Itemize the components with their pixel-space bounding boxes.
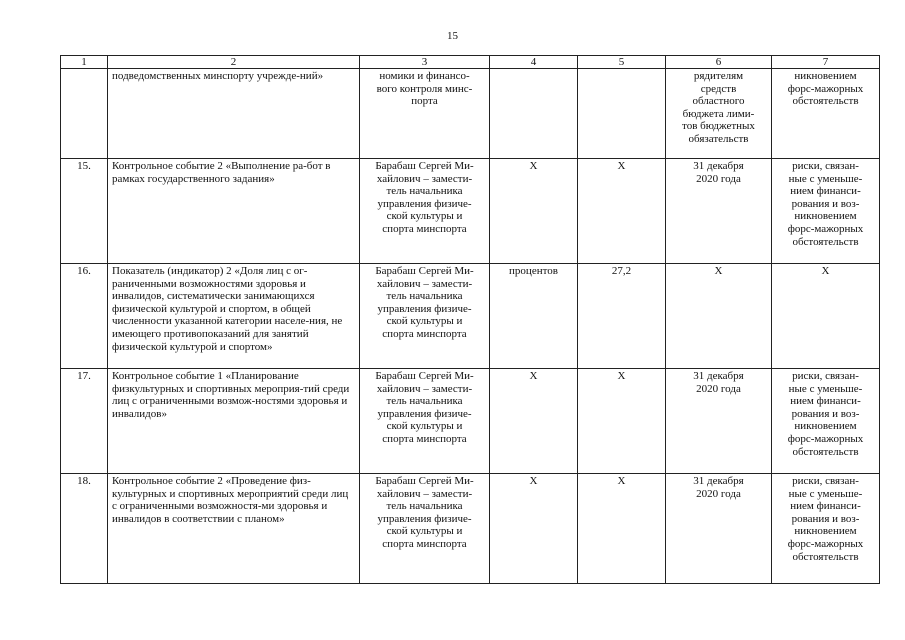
cell-line: порта: [411, 95, 438, 108]
cell-line: 2020 года: [696, 172, 741, 185]
cell-line: тель начальника: [386, 395, 463, 408]
table-row: [61, 159, 880, 264]
cell-text: Х: [529, 370, 538, 382]
cell-line: Барабаш Сергей Ми-: [375, 265, 474, 277]
cell-line: нием финанси-: [790, 395, 861, 408]
cell-line: 2020 года: [696, 487, 741, 500]
cell-line: 31 декабря: [693, 475, 744, 487]
cell-line: форс-мажорных: [787, 82, 864, 95]
cell-line: хайлович – замести-: [376, 172, 473, 185]
row-number-cell: [61, 474, 108, 584]
risks-cell: [772, 369, 880, 474]
cell-line: управления физиче-: [377, 407, 472, 420]
column-number: 3: [360, 56, 490, 69]
cell-line: тель начальника: [386, 290, 463, 303]
cell-text: Х: [617, 475, 626, 487]
value-cell: [578, 264, 666, 369]
cell-text: Контрольное событие 1 «Планирование физкультурных и спортивных мероприя-тий среди лиц с ограниченными возмож-ностями здоровья и инвалидов»: [112, 370, 350, 420]
deadline-cell: [666, 69, 772, 159]
cell-text: подведомственных минспорту учрежде-ний»: [112, 70, 324, 82]
risks-cell: [772, 264, 880, 369]
table-row: [61, 264, 880, 369]
column-number-row: [61, 56, 880, 69]
cell-line: Барабаш Сергей Ми-: [375, 370, 474, 382]
cell-line: ской культуры и: [386, 210, 463, 223]
deadline-cell: [666, 159, 772, 264]
row-number-cell: [61, 264, 108, 369]
cell-line: никновением: [794, 210, 857, 223]
cell-text: Х: [529, 160, 538, 172]
row-number-cell: [61, 159, 108, 264]
responsible-cell: [360, 159, 490, 264]
deadline-cell: [666, 369, 772, 474]
cell-line: никновением: [794, 525, 857, 538]
table-row: [61, 69, 880, 159]
cell-line: никновением: [794, 70, 857, 82]
cell-line: ской культуры и: [386, 420, 463, 433]
cell-text: Х: [617, 160, 626, 172]
event-name-cell: [108, 474, 360, 584]
responsible-cell: [360, 474, 490, 584]
cell-line: хайлович – замести-: [376, 382, 473, 395]
cell-text: 27,2: [611, 265, 632, 277]
responsible-cell: [360, 264, 490, 369]
cell-line: спорта минспорта: [382, 222, 467, 235]
cell-line: спорта минспорта: [382, 537, 467, 550]
cell-line: форс-мажорных: [787, 222, 864, 235]
cell-line: управления физиче-: [377, 512, 472, 525]
value-cell: [578, 369, 666, 474]
page-number: 15: [447, 30, 458, 42]
cell-line: тель начальника: [386, 185, 463, 198]
cell-line: хайлович – замести-: [376, 487, 473, 500]
event-name-cell: [108, 369, 360, 474]
cell-text: 18.: [77, 475, 91, 487]
cell-line: ской культуры и: [386, 315, 463, 328]
cell-text: 15.: [77, 160, 91, 172]
cell-line: обстоятельств: [792, 550, 859, 563]
cell-line: ные с уменьше-: [788, 487, 863, 500]
cell-line: 31 декабря: [693, 370, 744, 382]
cell-line: форс-мажорных: [787, 537, 864, 550]
cell-text: Х: [617, 370, 626, 382]
cell-line: Барабаш Сергей Ми-: [375, 160, 474, 172]
cell-text: Контрольное событие 2 «Выполнение ра-бот в рамках государственного задания»: [112, 160, 331, 185]
value-cell: [578, 69, 666, 159]
cell-text: Контрольное событие 2 «Проведение физ-культурных и спортивных мероприятий среди лиц с ограниченными возможностя-ми здоровья и инвалидов в соответствии с планом»: [112, 475, 349, 525]
column-number: 6: [666, 56, 772, 69]
event-name-cell: [108, 159, 360, 264]
risks-cell: [772, 159, 880, 264]
cell-line: риски, связан-: [792, 370, 859, 382]
cell-text: Х: [529, 475, 538, 487]
column-number: 4: [490, 56, 578, 69]
cell-line: 2020 года: [696, 382, 741, 395]
deadline-cell: [666, 264, 772, 369]
cell-line: хайлович – замести-: [376, 277, 473, 290]
cell-line: спорта минспорта: [382, 327, 467, 340]
unit-cell: [490, 69, 578, 159]
cell-line: рядителям: [693, 70, 744, 82]
cell-line: тов бюджетных: [682, 120, 755, 133]
cell-line: вого контроля минс-: [376, 82, 473, 95]
column-number: 2: [108, 56, 360, 69]
cell-line: рования и воз-: [791, 197, 860, 210]
row-number-cell: [61, 69, 108, 159]
cell-line: ской культуры и: [386, 525, 463, 538]
deadline-cell: [666, 474, 772, 584]
cell-line: Барабаш Сергей Ми-: [375, 475, 474, 487]
value-cell: [578, 474, 666, 584]
column-number: 5: [578, 56, 666, 69]
table-row: [61, 474, 880, 584]
cell-line: обстоятельств: [792, 445, 859, 458]
unit-cell: [490, 369, 578, 474]
cell-line: управления физиче-: [377, 197, 472, 210]
cell-line: форс-мажорных: [787, 432, 864, 445]
cell-line: рования и воз-: [791, 407, 860, 420]
risks-cell: [772, 474, 880, 584]
plan-table: [60, 55, 880, 584]
cell-line: нием финанси-: [790, 500, 861, 513]
event-name-cell: [108, 69, 360, 159]
cell-line: обстоятельств: [792, 235, 859, 248]
column-number: 1: [61, 56, 108, 69]
cell-line: обстоятельств: [792, 95, 859, 108]
responsible-cell: [360, 369, 490, 474]
cell-text: 16.: [77, 265, 91, 277]
cell-text: Показатель (индикатор) 2 «Доля лиц с ог-раниченными возможностями здоровья и инвалидов, систематически занимающихся физической культурой и спортом, в общей численности указанной категории населе-ния, не имеющего противопоказаний для занятий физической культурой и спортом»: [112, 265, 343, 353]
value-cell: [578, 159, 666, 264]
cell-line: риски, связан-: [792, 160, 859, 172]
cell-line: бюджета лими-: [682, 107, 755, 120]
cell-line: Х: [821, 265, 830, 277]
event-name-cell: [108, 264, 360, 369]
row-number-cell: [61, 369, 108, 474]
unit-cell: [490, 159, 578, 264]
cell-line: областного: [692, 95, 745, 108]
cell-line: средств: [700, 82, 737, 95]
cell-line: номики и финансо-: [379, 70, 470, 82]
cell-line: управления физиче-: [377, 302, 472, 315]
responsible-cell: [360, 69, 490, 159]
cell-line: тель начальника: [386, 500, 463, 513]
table-row: [61, 369, 880, 474]
cell-line: 31 декабря: [693, 160, 744, 172]
column-number: 7: [772, 56, 880, 69]
cell-line: рования и воз-: [791, 512, 860, 525]
cell-text: 17.: [77, 370, 91, 382]
unit-cell: [490, 264, 578, 369]
unit-cell: [490, 474, 578, 584]
cell-line: риски, связан-: [792, 475, 859, 487]
cell-text: процентов: [509, 265, 558, 277]
cell-line: ные с уменьше-: [788, 382, 863, 395]
cell-line: обязательств: [688, 132, 749, 145]
cell-line: нием финанси-: [790, 185, 861, 198]
cell-line: ные с уменьше-: [788, 172, 863, 185]
cell-line: спорта минспорта: [382, 432, 467, 445]
risks-cell: [772, 69, 880, 159]
cell-line: Х: [714, 265, 723, 277]
cell-line: никновением: [794, 420, 857, 433]
